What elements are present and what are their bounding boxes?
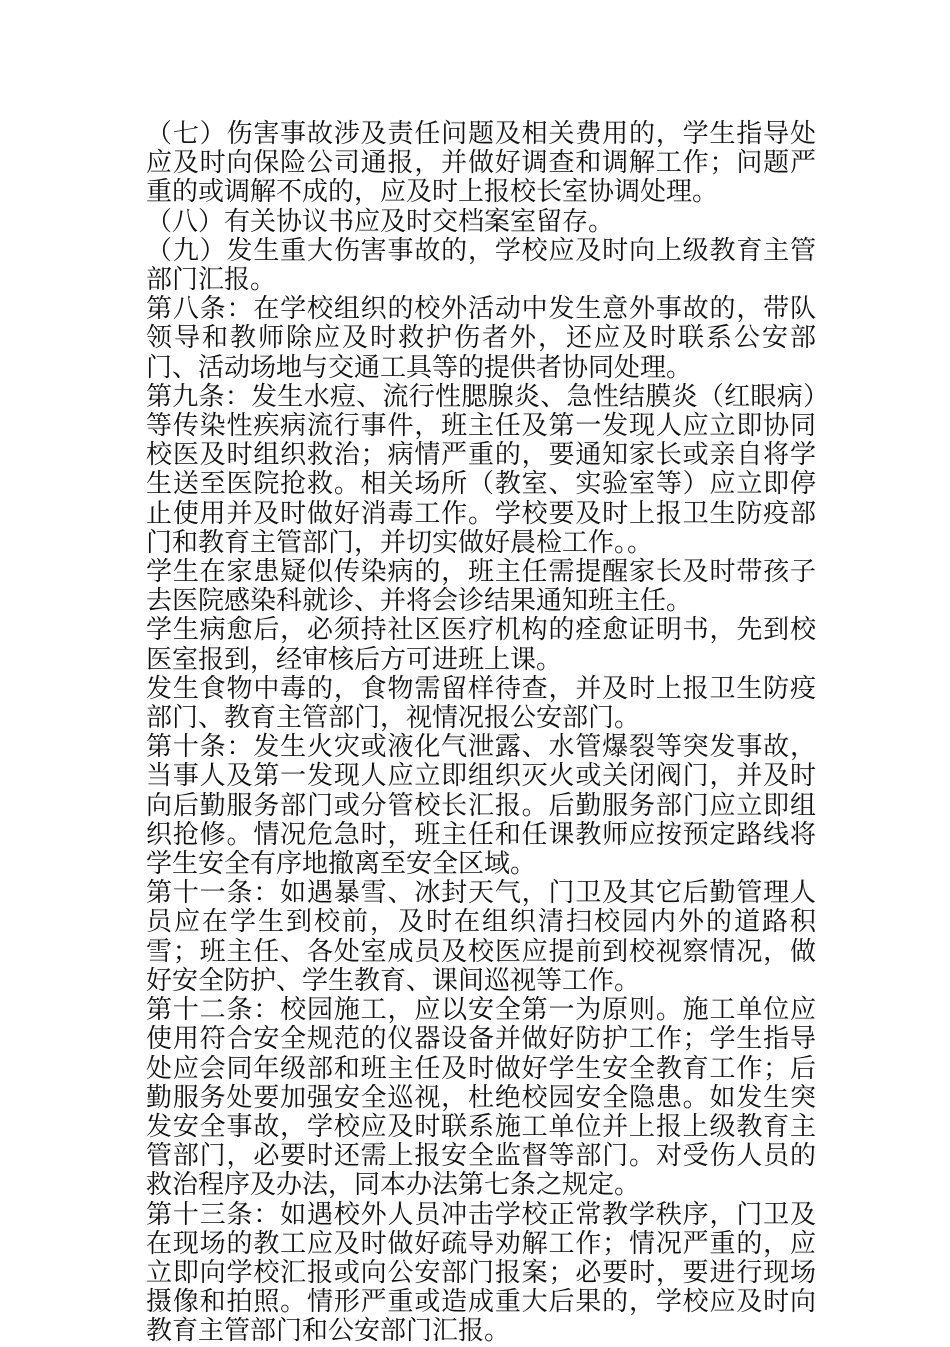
paragraph-7-clause: （七）伤害事故涉及责任问题及相关费用的，学生指导处应及时向保险公司通报，并做好调查和调解工作；问题严重的或调解不成的，应及时上报校长室协调处理。 [146,119,816,208]
article-9-home-illness: 学生在家患疑似传染病的，班主任需提醒家长及时带孩子去医院感染科就诊、并将会诊结果通知班主任。 [146,557,816,617]
article-12: 第十二条：校园施工，应以安全第一为原则。施工单位应使用符合安全规范的仪器设备并做好防护工作；学生指导处应会同年级部和班主任及时做好学生安全教育工作；后勤服务处要加强安全巡视，杜绝校园安全隐患。如发生突发安全事故，学校应及时联系施工单位并上报上级教育主管部门，必要时还需上报安全监督等部门。对受伤人员的救治程序及办法，同本办法第七条之规定。 [146,995,816,1201]
paragraph-8-clause: （八）有关协议书应及时交档案室留存。 [146,206,615,237]
article-9: 第九条：发生水痘、流行性腮腺炎、急性结膜炎（红眼病）等传染性疾病流行事件，班主任及第一发现人应立即协同校医及时组织救治；病情严重的，要通知家长或亲自将学生送至医院抢救。相关场所（教室、实验室等）应立即停止使用并及时做好消毒工作。学校要及时上报卫生防疫部门和教育主管部门，并切实做好晨检工作。。 [146,381,816,558]
article-10: 第十条：发生火灾或液化气泄露、水管爆裂等突发事故，当事人及第一发现人应立即组织灭火或关闭阀门，并及时向后勤服务部门或分管校长汇报。后勤服务部门应立即组织抢修。情况危急时，班主任和任课教师应按预定路线将学生安全有序地撤离至安全区域。 [146,732,816,880]
paragraph-9-clause: （九）发生重大伤害事故的，学校应及时向上级教育主管部门汇报。 [146,235,816,296]
article-11: 第十一条：如遇暴雪、冰封天气，门卫及其它后勤管理人员应在学生到校前，及时在组织清扫校园内外的道路积雪；班主任、各处室成员及校医应提前到校视察情况，做好安全防护、学生教育、课间巡视等工作。 [146,878,816,996]
article-13: 第十三条：如遇校外人员冲击学校正常教学秩序，门卫及在现场的教工应及时做好疏导劝解工作；情况严重的，应立即向学校汇报或向公安部门报案；必要时，要进行现场摄像和拍照。情形严重或造成重大后果的，学校应及时向教育主管部门和公安部门汇报。 [146,1199,816,1347]
article-9-recovery: 学生病愈后，必须持社区医疗机构的痊愈证明书，先到校医室报到，经审核后方可进班上课。 [146,615,816,675]
document-page [146,120,816,1347]
article-8: 第八条：在学校组织的校外活动中发生意外事故的，带队领导和教师除应及时救护伤者外，还应及时联系公安部门、活动场地与交通工具等的提供者协同处理。 [146,294,816,383]
article-9-food-poisoning: 发生食物中毒的，食物需留样待查，并及时上报卫生防疫部门、教育主管部门，视情况报公安部门。 [146,673,816,734]
